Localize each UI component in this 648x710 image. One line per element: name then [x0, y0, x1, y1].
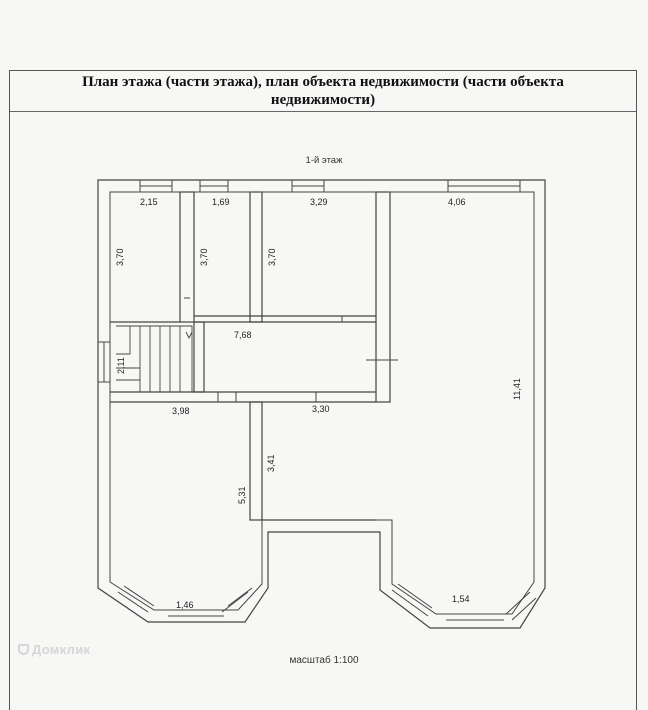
- dim-room4-width: 4,06: [448, 197, 466, 207]
- watermark: [18, 642, 90, 657]
- dim-bay-right: 1,54: [452, 594, 470, 604]
- dim-room1-height: 3,70: [115, 248, 125, 266]
- dim-room6-height: 3,41: [266, 454, 276, 472]
- dim-room5-height: 5,31: [237, 486, 247, 504]
- window-left: [98, 342, 110, 382]
- dim-room2-width: 1,69: [212, 197, 230, 207]
- document-title: План этажа (части этажа), план объекта недвижимости (части объекта недвижимости): [82, 74, 564, 108]
- staircase: [116, 326, 192, 392]
- window-top-1: [140, 180, 172, 192]
- floor-label: 1-й этаж: [305, 155, 343, 166]
- door-marks: [184, 298, 398, 402]
- window-top-2: [200, 180, 228, 192]
- dim-bay-left: 1,46: [176, 600, 194, 610]
- dim-room2-height: 3,70: [199, 248, 209, 266]
- dim-hall-width: 7,68: [234, 330, 252, 340]
- window-top-4: [448, 180, 520, 192]
- home-icon: [18, 644, 29, 655]
- dim-room3-height: 3,70: [267, 248, 277, 266]
- interior-walls: [110, 192, 390, 520]
- dim-room1-width: 2,15: [140, 197, 158, 207]
- watermark-text: Домклик: [32, 642, 91, 657]
- scale-label: масштаб 1:100: [289, 655, 359, 666]
- dim-room5-width: 3,98: [172, 406, 190, 416]
- dim-stair-width: 2,11: [116, 357, 126, 374]
- dim-room3-width: 3,29: [310, 197, 328, 207]
- outer-wall-inner: [110, 192, 534, 614]
- dim-room4-height: 11,41: [512, 378, 522, 400]
- dim-room6-width: 3,30: [312, 404, 330, 414]
- window-top-3: [292, 180, 324, 192]
